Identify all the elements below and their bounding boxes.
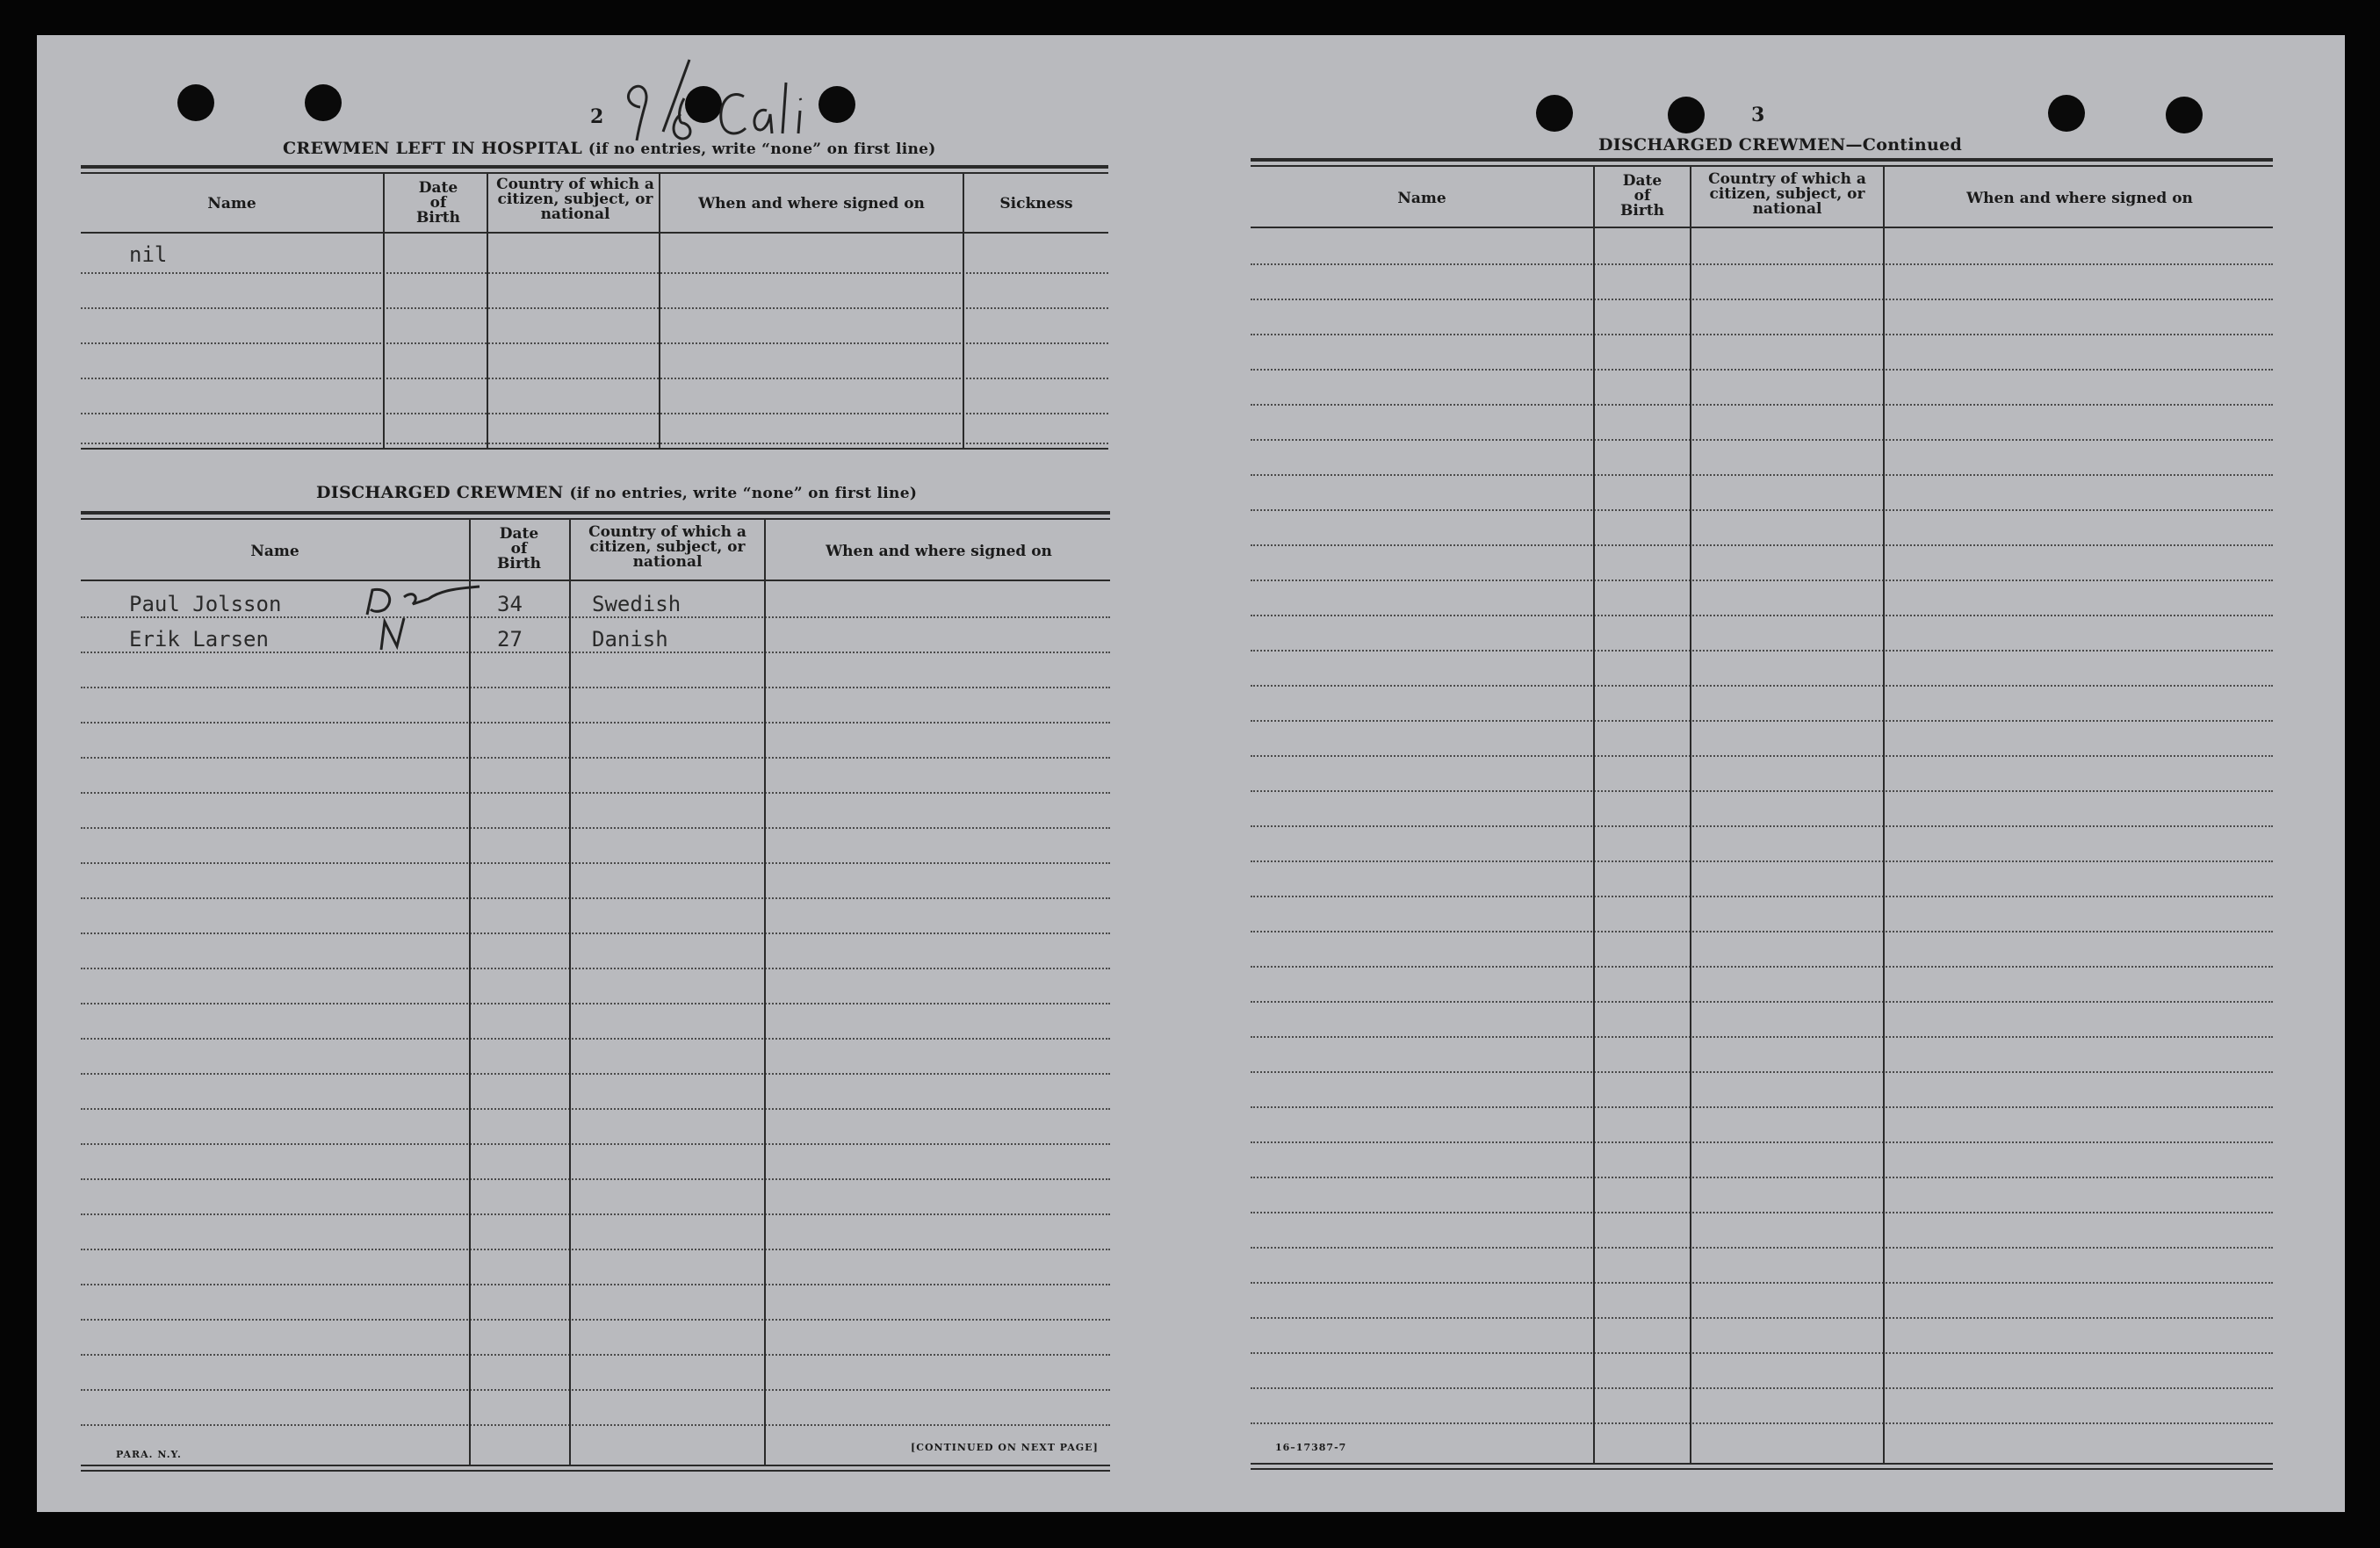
handwritten-note <box>612 53 840 153</box>
footer-continued: [CONTINUED ON NEXT PAGE] <box>911 1442 1099 1453</box>
punch-hole <box>305 84 342 121</box>
col-header-name: Name <box>207 195 256 212</box>
crew-row-name: Erik Larsen <box>129 627 269 652</box>
col-header-country: Country of which a citizen, subject, or national <box>496 176 654 223</box>
crew-row-country: Swedish <box>592 592 682 616</box>
col-header-name: Name <box>250 543 299 560</box>
page-number-left: 2 <box>590 105 604 128</box>
crew-row-dob: 27 <box>497 627 523 652</box>
discharged-section-title: DISCHARGED CREWMEN (if no entries, write “none” on first line) <box>316 483 918 502</box>
discharged-continued-title: DISCHARGED CREWMEN—Continued <box>1598 135 1963 155</box>
page-number-right: 3 <box>1751 104 1765 126</box>
punch-hole <box>177 84 214 121</box>
punch-hole <box>1668 97 1705 133</box>
col-header-dob: Date of Birth <box>1620 172 1664 220</box>
document-sheet <box>37 35 2345 1512</box>
footer-form-number: 16–17387-7 <box>1275 1442 1347 1453</box>
handwritten-mark <box>362 564 485 655</box>
col-header-signed: When and where signed on <box>1966 190 2193 207</box>
crew-row-name: Paul Jolsson <box>129 592 282 616</box>
hospital-section-title: CREWMEN LEFT IN HOSPITAL (if no entries, write “none” on first line) <box>283 139 936 158</box>
hospital-table <box>81 165 1108 492</box>
hospital-row-name: nil <box>129 242 168 267</box>
col-header-sickness: Sickness <box>999 195 1073 212</box>
discharged-table-left <box>81 511 1110 1479</box>
col-header-dob: Date of Birth <box>497 525 541 572</box>
col-header-signed: When and where signed on <box>698 195 925 212</box>
crew-row-dob: 34 <box>497 592 523 616</box>
col-header-name: Name <box>1397 190 1446 207</box>
col-header-country: Country of which a citizen, subject, or national <box>1708 170 1866 218</box>
discharged-table-right <box>1251 158 2273 1472</box>
footer-printer: PARA. N.Y. <box>116 1449 182 1460</box>
punch-hole <box>2048 95 2085 132</box>
crew-row-country: Danish <box>592 627 668 652</box>
punch-hole <box>2166 97 2203 133</box>
col-header-country: Country of which a citizen, subject, or national <box>588 523 746 571</box>
col-header-signed: When and where signed on <box>826 543 1052 560</box>
punch-hole <box>1536 95 1573 132</box>
col-header-dob: Date of Birth <box>416 179 460 227</box>
